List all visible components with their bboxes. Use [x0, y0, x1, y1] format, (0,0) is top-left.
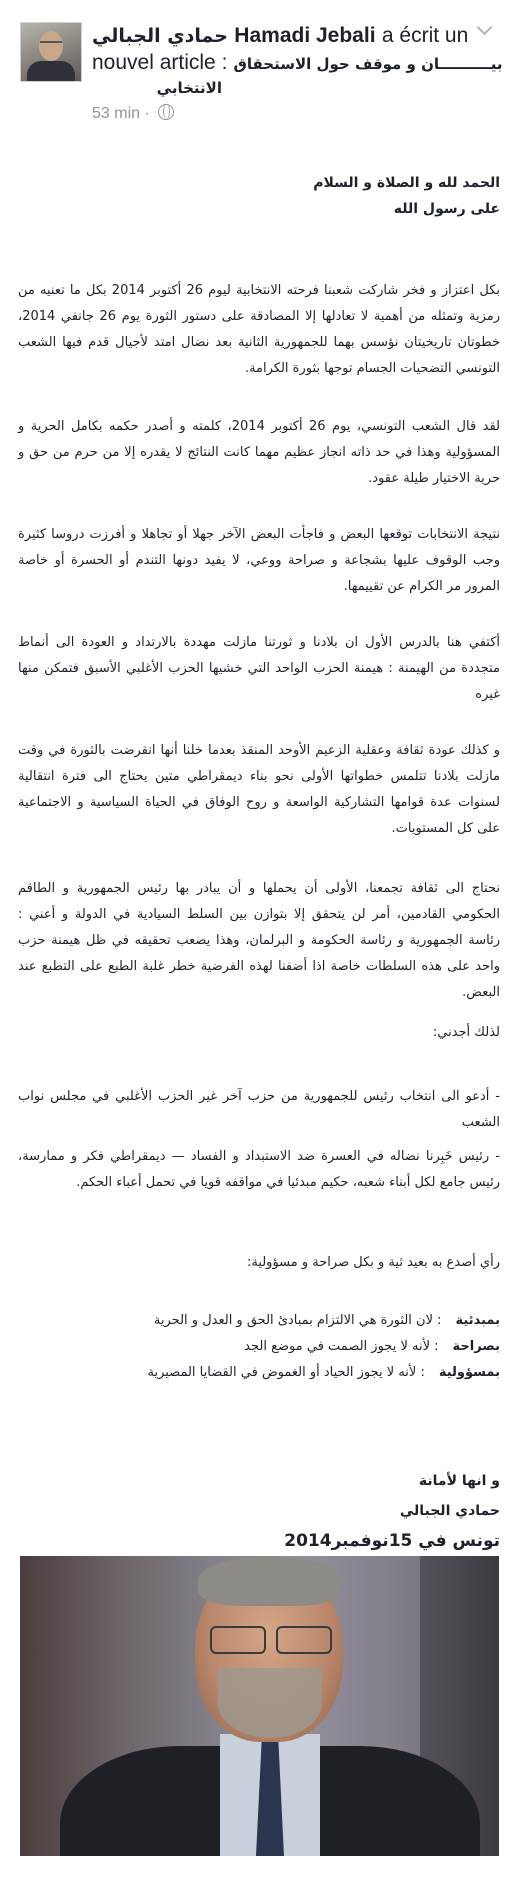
paragraph: بكل اعتزاز و فخر شاركت شعبنا فرحته الانتخابية ليوم 26 أكتوبر 2014 بكل ما تعنيه من رمزية وتمثله من أهمية لا تعادلها إلا المصادقة على دستور الثورة يوم 26 جانفي 2014، خطوتان تاريخيتان نؤسس بهما للجمهورية الثانية بعد نضال امتد لأجيال قدم فيها الشعب التونسي التضحيات الجسام توجها بثورة الكرامة. — [18, 283, 500, 376]
avatar[interactable] — [20, 22, 82, 82]
author-name-ar[interactable]: حمادي الجبالي — [92, 25, 228, 47]
bullet-item: - رئيس خَبِرنا نضاله في العسرة ضد الاستبداد و الفساد — ديمقراطي فكر و ممارسة، رئيس جامع لكل أبناء شعبه، حكيم مبدئيا في مواقفه قويا في تحمل أعباء الحكم. — [18, 1149, 500, 1190]
pledge-label: بمبدئية — [455, 1313, 500, 1328]
bullet-item: - أدعو الى انتخاب رئيس للجمهورية من حزب آخر غير الحزب الأغلبي في مجلس نواب الشعب — [18, 1089, 500, 1130]
time-text[interactable]: 53 min · — [92, 105, 150, 122]
pledge-text: : لأنه لا يجوز الصمت في موضع الجد — [244, 1339, 439, 1354]
commitment-line: رأي أصدع به بعيد ثية و بكل صراحة و مسؤولية: — [246, 1255, 500, 1270]
action-verb: a écrit un — [381, 24, 469, 47]
action-verb-2: nouvel article : — [92, 51, 228, 74]
paragraph: أكتفي هنا بالدرس الأول ان بلادنا و ثورتنا مازلت مهددة بالارتداد و العودة الى أنماط متجددة من الهيمنة : هيمنة الحزب الواحد التي خشيها الحزب الأغلبي الأسبق فتمكن منها غيره — [18, 635, 500, 702]
paragraph: نتيجة الانتخابات توقعها البعض و فاجأت البعض الآخر جهلا أو تجاهلا و أفرزت دروسا كثيرة وجب الوقوف عليها بشجاعة و صراحة ووعي، لا يفيد دونها التندم أو الحسرة أو خاصة المرور مر الكرام عن تقييمها. — [18, 527, 500, 594]
greeting: الحمد لله و الصلاة و السلام على رسول الله — [313, 175, 500, 217]
pledge-line — [18, 1334, 500, 1360]
post-header — [0, 0, 519, 140]
globe-icon — [158, 104, 174, 120]
pledge-line — [18, 1308, 500, 1334]
author-name-en[interactable]: Hamadi Jebali — [234, 24, 376, 47]
article-title-link[interactable]: بيــــــــــان و موقف حول الاستحقاق — [233, 55, 503, 73]
paragraph: نحتاج الى ثقافة تجمعنا، الأولى أن يحملها و أن يبادر بها رئيس الجمهورية و الطاقم الحكومي القادمين، أمر لن يتحقق إلا بتوازن بين السلط السيادية في الدولة و أعني : رئاسة الجمهورية و رئاسة الحكومة و البرلمان، وهذا يصعب تحقيقه في ظل هيمنة حزب واحد على هذه السلطات خاصة اذا أضفنا لهذه الفرضية خطر غلبة الطبع على التطبع عند البعض. — [18, 881, 500, 1000]
timestamp[interactable] — [92, 104, 174, 123]
pledge-text: : لأنه لا يجوز الحياد أو الغموض في القضايا المصيرية — [147, 1365, 425, 1380]
paragraph: لقد قال الشعب التونسي، يوم 26 أكتوبر 2014، كلمته و أصدر حكمه بكامل الحرية و المسؤولية وهذا في حد ذاته انجاز عظيم مهما كانت النتائج لا يقدره إلا من حرم من حق و حرية الاختيار طيلة عقود. — [18, 419, 500, 486]
author-photo[interactable] — [20, 1556, 499, 1856]
pledge-text: : لان الثورة هي الالتزام بمبادئ الحق و العدل و الحرية — [153, 1313, 442, 1328]
chevron-down-icon[interactable] — [476, 22, 492, 38]
post-title — [92, 22, 503, 99]
pledge-label: بصراحة — [452, 1339, 500, 1354]
signature: حمادي الجبالي — [399, 1503, 500, 1519]
closing-label: لذلك أجدني: — [432, 1025, 500, 1040]
signoff: و انها لأمانة — [418, 1473, 500, 1489]
pledge-line — [18, 1360, 500, 1386]
place-date: تونس في 15نوفمبر2014 — [284, 1531, 500, 1551]
paragraph: و كذلك عودة ثقافة وعقلية الزعيم الأوحد المنقذ بعدما خلنا أنها انقرضت بالثورة في وقت مازلت بلادنا تتلمس خطواتها الأولى نحو بناء ديمقراطي متين يحتاج الى فترة انتقالية لسنوات عدة قوامها التشاركية الواسعة و روح الوفاق في الحياة السياسية و الاجتماعية على كل المستويات. — [18, 743, 500, 836]
article-title-link-2[interactable]: الانتخابي — [156, 79, 222, 97]
pledge-label: بمسؤولية — [438, 1365, 500, 1380]
